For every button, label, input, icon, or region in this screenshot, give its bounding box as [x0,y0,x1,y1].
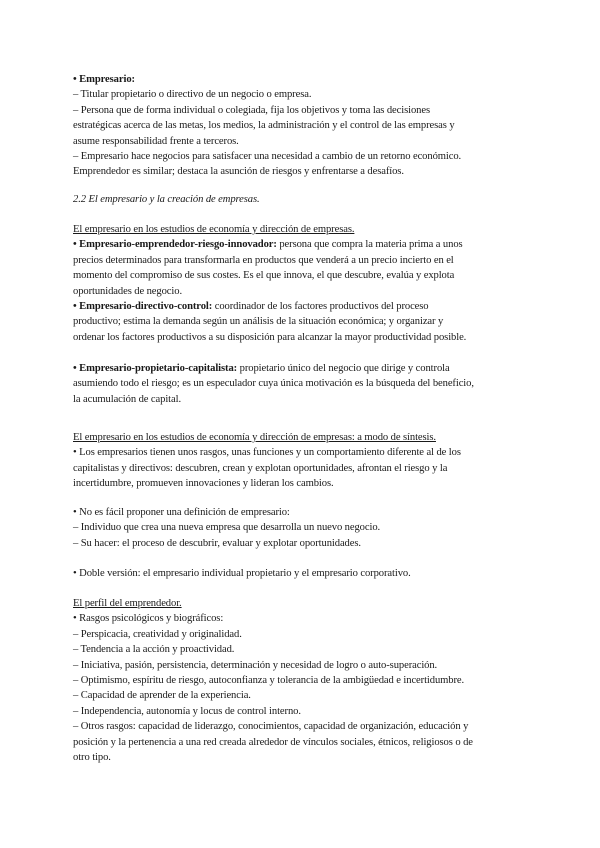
doble-version [73,566,533,581]
empresario-line: Emprendedor es similar; destaca la asunción de riesgos y enfrentarse a desafíos. [73,166,404,178]
empresario-line: – Persona que de forma individual o colegiada, fija los objetivos y toma las decisiones [73,104,430,116]
innovador-label: • Empresario-emprendedor-riesgo-innovador: [73,239,277,251]
perfil-item: • Rasgos psicológicos y biográficos: [73,613,224,625]
capitalista-text: propietario único del negocio que dirige y controla [237,363,450,374]
perfil-item: – Capacidad de aprender de la experiencia. [73,690,251,702]
sintesis-line: capitalistas y directivos: descubren, crean y explotan oportunidades, afrontan el riesgo y la [73,462,448,474]
innovador-text: persona que compra la materia prima a unos [276,239,463,251]
empresario-line: estratégicas acerca de las metas, los medios, la administración y el control de las empresas y [73,120,455,132]
section-title: 2.2 El empresario y la creación de empresas. [73,194,260,205]
capitalista-text: asumiendo todo el riesgo; es un especulador cuya única motivación es la búsqueda del beneficio, [73,378,474,390]
definicion-line: • No es fácil proponer una definición de empresario: [73,507,290,518]
sintesis-section [73,430,533,492]
estudios-section [73,222,533,299]
control-text: ordenar los factores productivos a su disposición para alcanzar la mayor productividad posible. [73,331,467,343]
perfil-item: – Perspicacia, creatividad y originalidad. [73,628,242,640]
innovador-text: momento del compromiso de sus costes. Es el que innova, el que descubre, evalúa y explota [73,270,455,282]
capitalista-label: • Empresario-propietario-capitalista: [73,363,238,374]
definicion-section [73,505,533,551]
perfil-section [73,596,533,765]
empresario-line: asume responsabilidad frente a terceros. [73,135,239,147]
empresario-heading: • Empresario: [73,74,135,85]
section-2-2 [73,192,533,207]
capitalista-section [73,361,533,407]
control-section [73,299,533,345]
sintesis-line: incertidumbre, promueven innovaciones y lideran los cambios. [73,478,334,490]
control-text: coordinador de los factores productivos del proceso [212,301,429,312]
perfil-item: – Tendencia a la acción y proactividad. [73,644,235,656]
sintesis-heading: El empresario en los estudios de economía y dirección de empresas: a modo de síntesis. [73,432,436,443]
capitalista-text: la acumulación de capital. [73,393,181,405]
sintesis-line: • Los empresarios tienen unos rasgos, unas funciones y un comportamiento diferente al de los [73,447,461,459]
perfil-item: – Independencia, autonomía y locus de control interno. [73,705,301,717]
innovador-text: precios determinados para transformarla en productos que venderá a un precio incierto en el [73,254,454,266]
control-label: • Empresario-directivo-control: [73,301,213,312]
perfil-item: – Optimismo, espíritu de riesgo, autoconfianza y tolerancia de la ambigüedad e incertidumbre. [73,675,465,687]
empresario-line: – Titular propietario o directivo de un negocio o empresa. [73,89,312,101]
definicion-line: – Su hacer: el proceso de descubrir, evaluar y explotar oportunidades. [73,537,361,549]
definicion-line: – Individuo que crea una nueva empresa que desarrolla un nuevo negocio. [73,522,381,534]
perfil-item: posición y la pertenencia a una red creada alrededor de vínculos sociales, étnicos, religiosos o de [73,736,473,748]
estudios-heading: El empresario en los estudios de economía y dirección de empresas. [73,224,355,235]
doble-line: • Doble versión: el empresario individual propietario y el empresario corporativo. [73,568,411,579]
empresario-line: – Empresario hace negocios para satisfacer una necesidad a cambio de un retorno económico. [73,151,462,163]
perfil-item: – Otros rasgos: capacidad de liderazgo, conocimientos, capacidad de organización, educación y [73,721,469,733]
empresario-section [73,72,533,180]
control-text: productivo; estima la demanda según un análisis de la situación económica; y organizar y [73,316,444,328]
perfil-item: otro tipo. [73,752,111,764]
innovador-text: oportunidades de negocio. [73,285,182,297]
perfil-item: – Iniciativa, pasión, persistencia, determinación y necesidad de logro o auto-superación. [73,659,438,671]
perfil-heading: El perfil del emprendedor. [73,598,182,609]
